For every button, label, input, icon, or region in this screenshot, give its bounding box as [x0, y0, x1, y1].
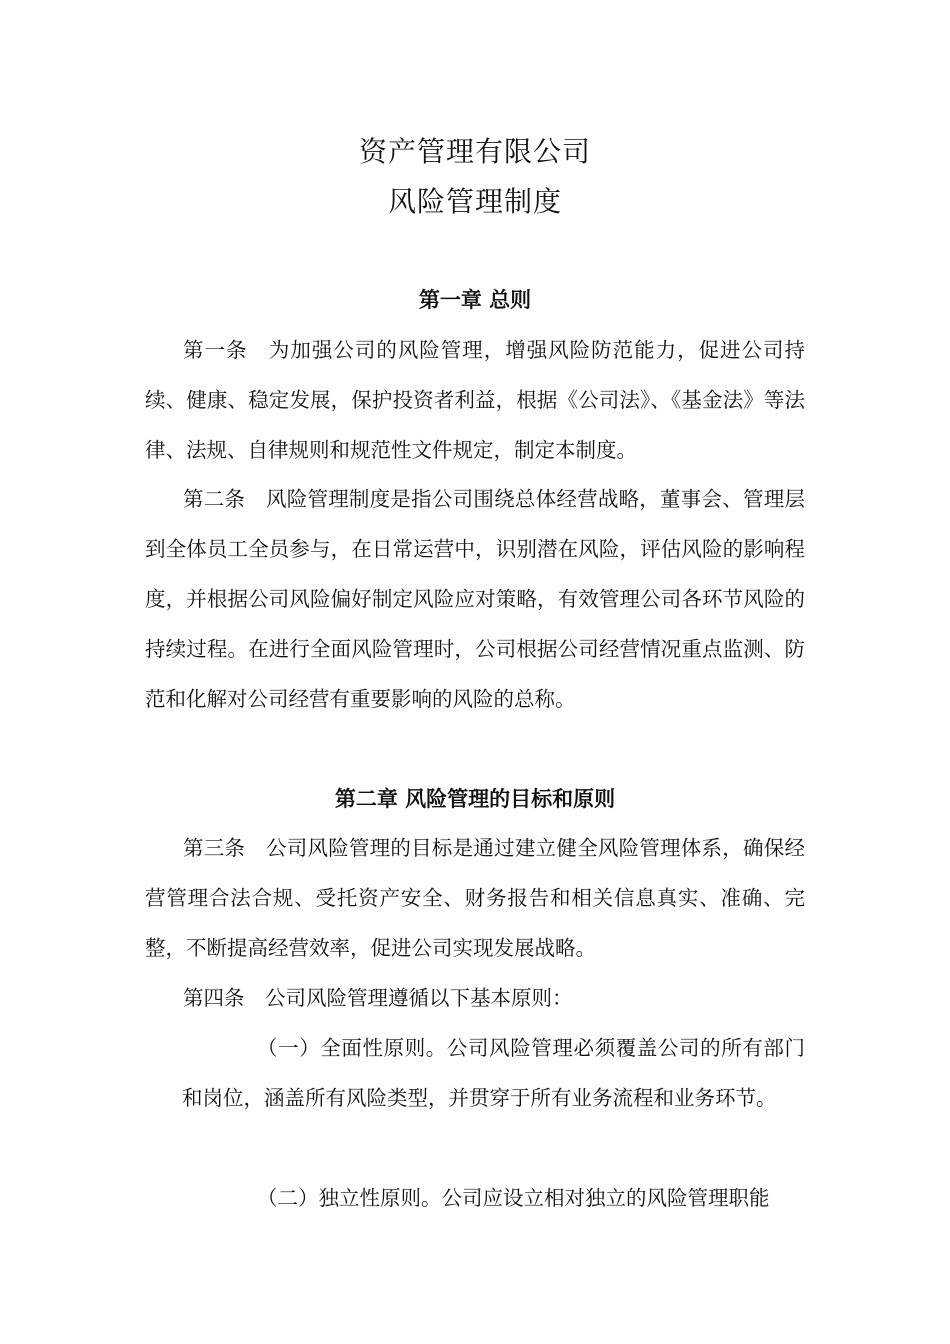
article-2-paragraph: 第二条 风险管理制度是指公司围绕总体经营战略，董事会、管理层到全体员工全员参与，在日常运营中，识别潜在风险，评估风险的影响程度，并根据公司风险偏好制定风险应对策略，有效管理公司各环节风险的持续过程。在进行全面风险管理时，公司根据公司经营情况重点监测、防范和化解对公司经营有重要影响的风险的总称。	[145, 487, 805, 711]
article-3-paragraph: 第三条 公司风险管理的目标是通过建立健全风险管理体系，确保经营管理合法合规、受托资产安全、财务报告和相关信息真实、准确、完整，不断提高经营效率，促进公司实现发展战略。	[145, 836, 805, 960]
article-1-paragraph: 第一条 为加强公司的风险管理，增强风险防范能力，促进公司持续、健康、稳定发展，保护投资者利益，根据《公司法》、《基金法》等法律、法规、自律规则和规范性文件规定，制定本制度。	[145, 338, 805, 462]
document-title-policy: 风险管理制度	[387, 185, 562, 218]
chapter-1-heading: 第一章 总则	[418, 288, 532, 312]
article-4-paragraph: 第四条 公司风险管理遵循以下基本原则：	[183, 986, 573, 1010]
document-title-company: 资产管理有限公司	[358, 135, 591, 168]
principle-independence: （二）独立性原则。公司应设立相对独立的风险管理职能	[257, 1186, 770, 1210]
chapter-2-heading: 第二章 风险管理的目标和原则	[334, 787, 616, 811]
principle-comprehensive: （一）全面性原则。公司风险管理必须覆盖公司的所有部门和岗位，涵盖所有风险类型，并贯穿于所有业务流程和业务环节。	[182, 1036, 805, 1110]
